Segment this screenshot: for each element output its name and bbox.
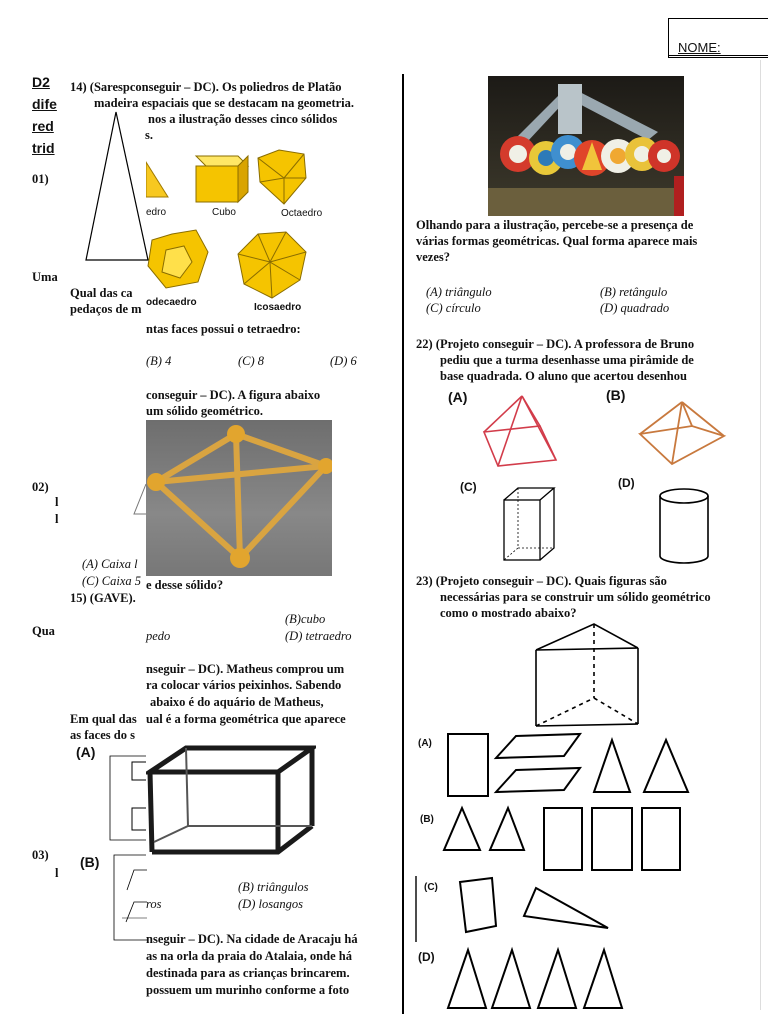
q22-prism-c (500, 486, 560, 566)
partial-triangle-icon (130, 480, 150, 520)
caixa-a-option: (A) Caixa l (82, 557, 138, 571)
solid-label-dodecaedro: odecaedro (146, 297, 197, 308)
q01-number: 01) (32, 172, 49, 186)
q-middle-line-2: um sólido geométrico. (146, 404, 263, 418)
q23-option-d-shapes (440, 946, 640, 1012)
q23-option-b-shapes (440, 804, 690, 874)
q-middle-option-d: (D) tetraedro (285, 629, 352, 643)
q14-line-2: madeira espaciais que se destacam na geometria. (94, 96, 355, 110)
d2-line-2: red (32, 118, 54, 134)
caixa-c-option: (C) Caixa 5 (82, 574, 142, 588)
q14-option-b: (B) 4 (146, 354, 172, 368)
q-aquarium-line-1: nseguir – DC). Matheus comprou um (146, 662, 345, 676)
q-aracaju-line-4: possuem um murinho conforme a foto (146, 983, 350, 997)
q22-pyramid-a (480, 392, 560, 472)
q23-label-a: (A) (418, 738, 432, 749)
q14-question-b: pedaços de m (70, 302, 142, 316)
q03-number: 03) (32, 848, 49, 862)
aquarium-photo (146, 742, 316, 862)
q-aquarium-line-2: ra colocar vários peixinhos. Sabendo (146, 678, 342, 692)
q14-question-a: Qual das ca (70, 286, 133, 300)
d2-line-1: dife (32, 96, 57, 112)
q14-option-d: (D) 6 (330, 354, 357, 368)
q-right-option-d: (D) quadrado (600, 301, 670, 315)
q-middle-question: e desse sólido? (146, 578, 224, 592)
right-edge-crop-marks (760, 60, 768, 1010)
q23-label-d: (D) (418, 950, 435, 964)
uma-fragment: Uma (32, 270, 58, 284)
qua-fragment: Qua (32, 624, 55, 638)
q-middle-option-b: (B)cubo (285, 612, 326, 626)
q23-line-2: necessárias para se construir um sólido geométrico (440, 590, 711, 604)
q23-line-3: como o mostrado abaixo? (440, 606, 577, 620)
q-aquarium-option-d: (D) losangos (238, 897, 303, 911)
name-label: NOME: (678, 40, 721, 55)
q23-triangular-prism (528, 620, 648, 732)
q22-label-c: (C) (460, 480, 477, 494)
q02-line-b: l (55, 512, 59, 526)
q-aquarium-line-3: abaixo é do aquário de Matheus, (150, 695, 324, 709)
tall-triangle-figure (84, 110, 154, 265)
playground-shapes-photo (488, 76, 684, 216)
solid-label-icosaedro: Icosaedro (254, 302, 302, 313)
q22-label-a: (A) (448, 389, 468, 405)
q22-line-1: 22) (Projeto conseguir – DC). A professora de Bruno (416, 337, 695, 351)
em-qual-fragment: Em qual das (70, 712, 137, 726)
platonic-solids-figure (146, 142, 336, 317)
aquarium-option-shapes (92, 750, 152, 950)
d2-line-3: trid (32, 140, 55, 156)
tetrahedron-model-photo (146, 420, 332, 576)
q02-line-a: l (55, 495, 59, 509)
q22-cylinder-d (654, 486, 714, 568)
solid-label-tetraedro: edro (146, 207, 167, 218)
q23-option-a-shapes (444, 730, 694, 802)
q22-label-d: (D) (618, 476, 635, 490)
q14-line-1: 14) (Sarespconseguir – DC). Os poliedros de Platão (70, 80, 342, 94)
q14-faces-question: ntas faces possui o tetraedro: (146, 322, 301, 336)
q23-option-c-shapes (412, 872, 622, 944)
q-right-option-a: (A) triângulo (426, 285, 492, 299)
q-aracaju-line-2: as na orla da praia do Atalaia, onde há (146, 949, 352, 963)
q-right-line-2: várias formas geométricas. Qual forma aparece mais (416, 234, 698, 248)
q22-label-b: (B) (606, 387, 626, 403)
q-middle-line-1: conseguir – DC). A figura abaixo (146, 388, 321, 402)
aquarium-label-b: (B) (80, 854, 100, 870)
solid-label-cubo: Cubo (212, 207, 236, 218)
q-right-line-3: vezes? (416, 250, 451, 264)
q-middle-option-a: pedo (146, 629, 171, 643)
column-divider (402, 74, 404, 1014)
q23-line-1: 23) (Projeto conseguir – DC). Quais figuras são (416, 574, 667, 588)
q14-line-3: nos a ilustração desses cinco sólidos (148, 112, 338, 126)
q-aquarium-option-b: (B) triângulos (238, 880, 309, 894)
q-aracaju-line-3: destinada para as crianças brincarem. (146, 966, 350, 980)
q-right-option-c: (C) círculo (426, 301, 481, 315)
q14-line-3b: s. (145, 128, 153, 142)
q22-line-2: pediu que a turma desenhasse uma pirâmide de (440, 353, 694, 367)
q-aquarium-option-a: ros (146, 897, 162, 911)
q23-label-c: (C) (424, 882, 438, 893)
q-right-option-b: (B) retângulo (600, 285, 668, 299)
q-aquarium-line-4: ual é a forma geométrica que aparece (146, 712, 346, 726)
q15-number: 15) (GAVE). (70, 591, 136, 605)
q14-option-c: (C) 8 (238, 354, 265, 368)
q-aracaju-line-1: nseguir – DC). Na cidade de Aracaju há (146, 932, 358, 946)
aquarium-label-a: (A) (76, 744, 96, 760)
d2-line-0: D2 (32, 74, 50, 90)
q03-line: l (55, 866, 59, 880)
q22-line-3: base quadrada. O aluno que acertou desenhou (440, 369, 687, 383)
q22-pyramid-b (636, 398, 728, 470)
q-right-line-1: Olhando para a ilustração, percebe-se a presença de (416, 218, 694, 232)
q02-number: 02) (32, 480, 49, 494)
q23-label-b: (B) (420, 814, 434, 825)
faces-fragment: as faces do s (70, 728, 135, 742)
header-divider (668, 55, 768, 56)
solid-label-octaedro: Octaedro (281, 208, 323, 219)
